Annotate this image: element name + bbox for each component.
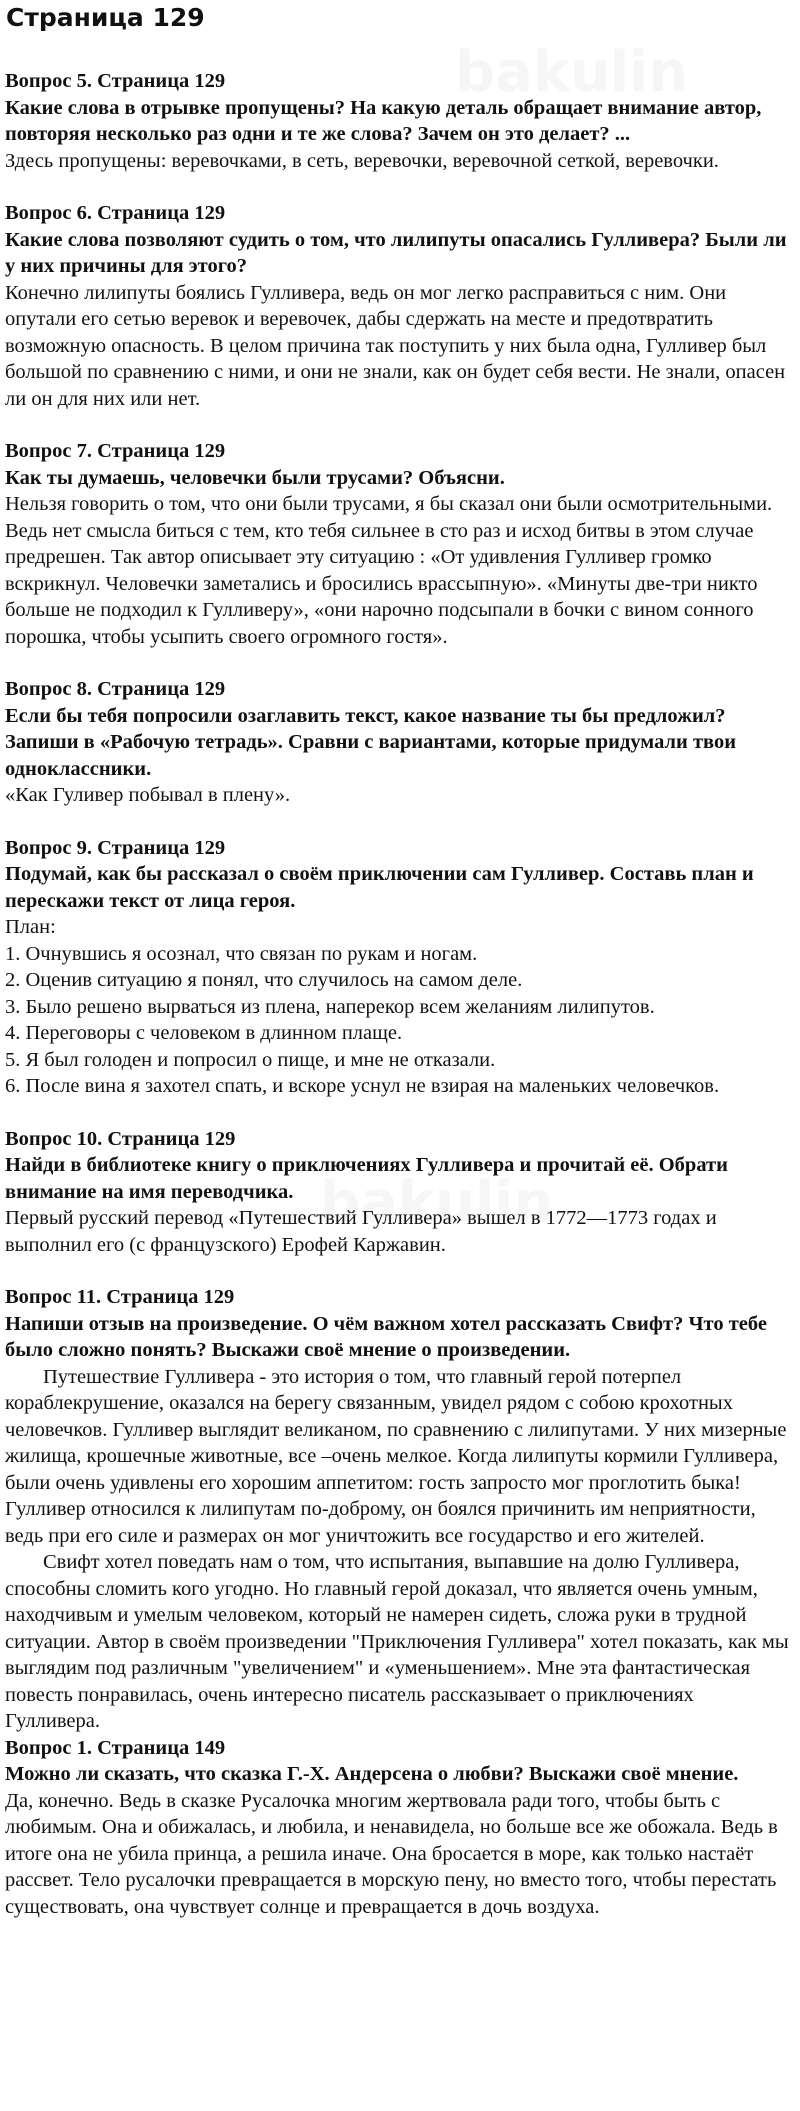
answer-paragraph: Нельзя говорить о том, что они были трусами, я бы сказал они были осмотрительными. Ведь нет смысла биться с тем, кто тебя сильнее в сто раз и исход битвы в этом случае предрешен. Так автор описывает эту ситуацию : «От удивления Гулливер громко вскрикнул. Человечки заметались и бросились врассыпную». «Минуты две-три никто больше не подходил к Гулливеру», «они нарочно подсыпали в бочки с вином сонного порошка, чтобы усыпить своего огромного гостя». xyxy=(5,493,773,648)
question-heading: Вопрос 9. Страница 129 xyxy=(5,836,226,859)
plan-item: 3. Было решено вырваться из плена, наперекор всем желаниям лилипутов. xyxy=(5,995,655,1018)
question-text: Какие слова в отрывке пропущены? На какую деталь обращает внимание автор, повторяя несколько раз одни и те же слова? Зачем он это делает? ... xyxy=(5,96,762,145)
question-text: Подумай, как бы рассказал о своём приключении сам Гулливер. Составь план и перескажи текст от лица героя. xyxy=(5,863,754,912)
plan-label: План: xyxy=(5,916,56,938)
question-section xyxy=(5,200,793,412)
question-heading: Вопрос 5. Страница 129 xyxy=(5,70,226,92)
plan-item: 5. Я был голоден и попросил о пище, и мне не отказали. xyxy=(5,1048,496,1071)
answer-paragraph: Конечно лилипуты боялись Гулливера, ведь он мог легко расправиться с ним. Они опутали его сетью веревок и веревочек, дабы сдержать на месте и предотвратить возможную опасность. В целом причина так поступить у них была одна, Гулливер был большой по сравнению с ними, и они не знали, как он будет себя вести. Не знали, опасен ли он для них или нет. xyxy=(5,281,786,410)
plan-item: 1. Очнувшись я осознал, что связан по рукам и ногам. xyxy=(5,942,478,965)
answer-paragraph: Да, конечно. Ведь в сказке Русалочка многим жертвовала ради того, чтобы быть с любимым. Она и обижалась, и любила, и ненавидела, но больше все же обожала. Ведь в итоге она не убила принца, а решила иначе. Она бросается в море, как только настаёт рассвет. Тело русалочки превращается в морскую пену, но вместо того, чтобы перестать существовать, она чувствует солнце и превращается в дочь воздуха. xyxy=(5,1789,778,1918)
question-text: Какие слова позволяют судить о том, что лилипуты опасались Гулливера? Были ли у них причины для этого? xyxy=(5,228,787,277)
question-section xyxy=(5,1126,793,1259)
answer-paragraph: Здесь пропущены: веревочками, в сеть, веревочки, веревочной сеткой, веревочки. xyxy=(5,149,719,172)
answer-paragraph: Первый русский перевод «Путешествий Гулливера» вышел в 1772—1773 годах и выполнил его (с французского) Ерофей Каржавин. xyxy=(5,1207,717,1256)
question-text: Можно ли сказать, что сказка Г.-Х. Андерсена о любви? Выскажи своё мнение. xyxy=(5,1763,739,1785)
question-text: Как ты думаешь, человечки были трусами? Объясни. xyxy=(5,466,505,489)
question-section xyxy=(5,1735,793,1921)
content xyxy=(5,68,793,1920)
question-section xyxy=(5,1284,793,1735)
question-text: Найди в библиотеке книгу о приключениях Гулливера и прочитай её. Обрати внимание на имя переводчика. xyxy=(5,1154,728,1203)
question-heading: Вопрос 7. Страница 129 xyxy=(5,440,226,462)
question-section xyxy=(5,438,793,650)
question-section xyxy=(5,68,793,174)
answer-paragraph: Путешествие Гулливера - это история о том, что главный герой потерпел кораблекрушение, оказался на берегу связанным, увидел рядом с собою крохотных человечков. Гулливер выглядит великаном, по сравнению с лилипутами. У них мизерные жилища, крошечные животные, все –очень мелкое. Когда лилипуты кормили Гулливера, были очень удивлены его хорошим аппетитом: гость запросто мог проглотить быка! Гулливер относился к лилипутам по-доброму, он боялся причинить им неприятности, ведь при его силе и размерах он мог уничтожить все государство и его жителей. xyxy=(5,1365,787,1547)
plan-item: 4. Переговоры с человеком в длинном плаще. xyxy=(5,1022,403,1044)
question-text: Напиши отзыв на произведение. О чём важном хотел рассказать Свифт? Что тебе было сложно понять? Выскажи своё мнение о произведении. xyxy=(5,1312,767,1361)
plan-item: 6. После вина я захотел спать, и вскоре уснул не взирая на маленьких человечков. xyxy=(5,1075,720,1097)
question-heading: Вопрос 8. Страница 129 xyxy=(5,678,226,700)
question-heading: Вопрос 1. Страница 149 xyxy=(5,1736,226,1759)
question-section xyxy=(5,676,793,809)
answer-paragraph: «Как Гуливер побывал в плену». xyxy=(5,784,291,806)
question-heading: Вопрос 10. Страница 129 xyxy=(5,1127,236,1150)
question-text: Если бы тебя попросили озаглавить текст, какое название ты бы предложил? Запиши в «Рабочую тетрадь». Сравни с вариантами, которые придумали твои одноклассники. xyxy=(5,704,737,780)
question-heading: Вопрос 11. Страница 129 xyxy=(5,1286,235,1308)
question-heading: Вопрос 6. Страница 129 xyxy=(5,202,226,224)
page-title: Страница 129 xyxy=(6,3,205,32)
answer-paragraph: Свифт хотел поведать нам о том, что испытания, выпавшие на долю Гулливера, способны сломить кого угодно. Но главный герой доказал, что является очень умным, находчивым и умелым человеком, который не намерен сидеть, сложа руки в трудной ситуации. Автор в своём произведении "Приключения Гулливера" хотел показать, как мы выглядим под различным "увеличением" и «уменьшением». Мне эта фантастическая повесть понравилась, очень интересно писатель рассказывает о приключениях Гулливера. xyxy=(5,1551,789,1732)
plan-item: 2. Оценив ситуацию я понял, что случилось на самом деле. xyxy=(5,969,523,991)
question-section xyxy=(5,835,793,1100)
